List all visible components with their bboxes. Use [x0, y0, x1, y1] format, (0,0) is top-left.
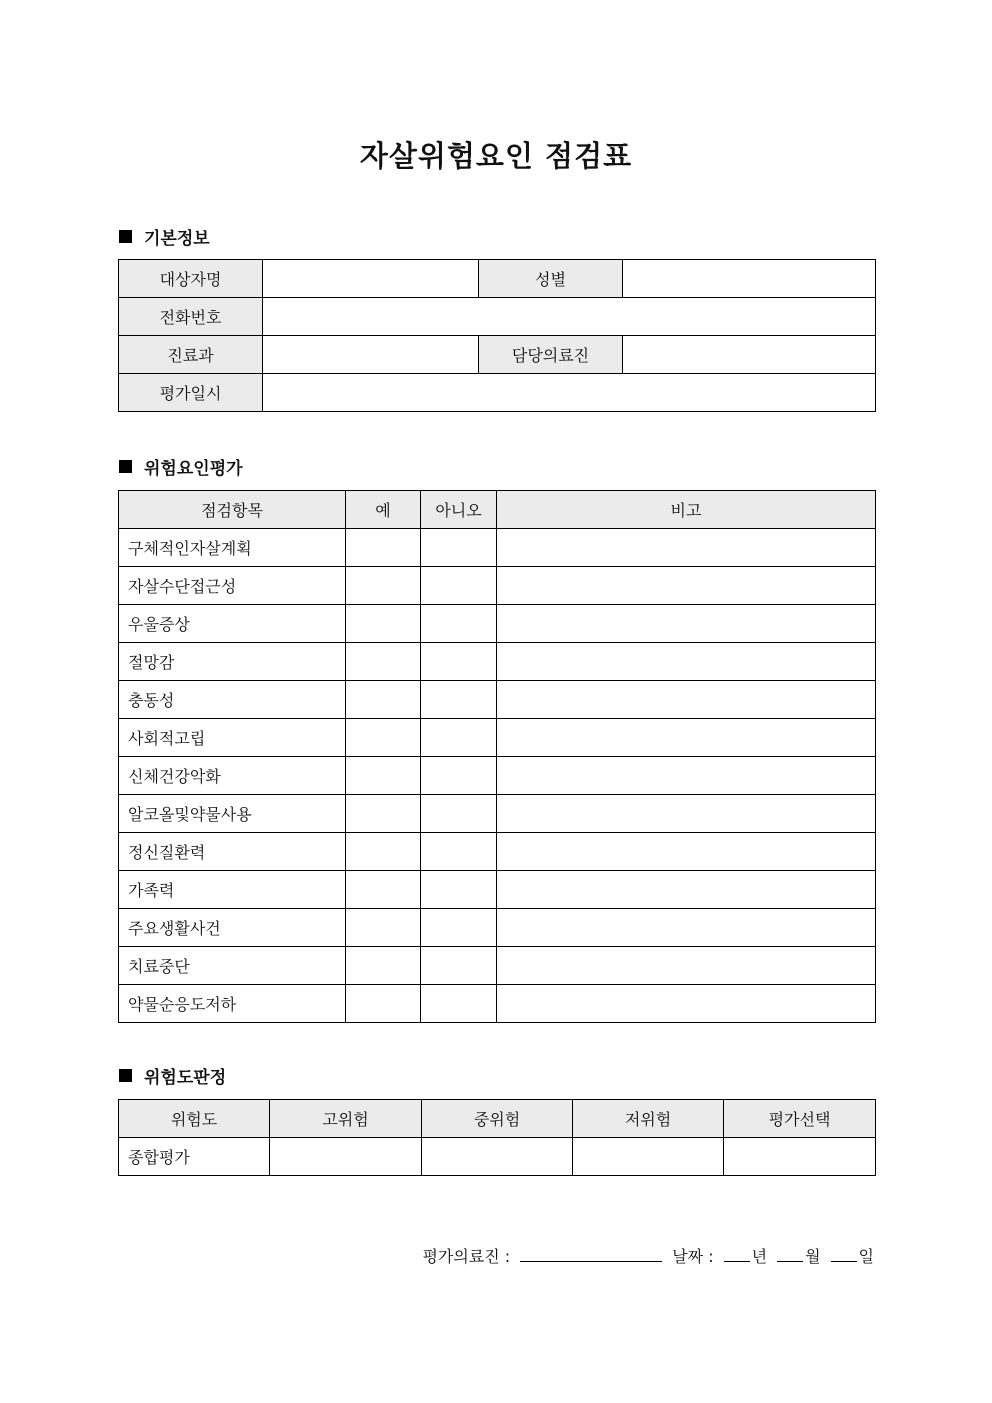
no-checkbox-cell[interactable]	[421, 795, 497, 833]
table-row	[119, 909, 876, 947]
no-checkbox-cell[interactable]	[421, 909, 497, 947]
month-label: 월	[805, 1247, 821, 1266]
yes-checkbox-cell[interactable]	[346, 909, 421, 947]
remarks-field[interactable]	[497, 909, 876, 947]
section-heading-risk-factors	[119, 454, 243, 479]
overall-assessment-label: 종합평가	[119, 1138, 270, 1176]
square-bullet-icon	[119, 1069, 132, 1082]
name-field[interactable]	[263, 260, 479, 298]
no-checkbox-cell[interactable]	[421, 567, 497, 605]
field-label-physician: 담당의료진	[479, 336, 623, 374]
column-header-risk-level: 위험도	[119, 1100, 270, 1138]
remarks-field[interactable]	[497, 757, 876, 795]
column-header-high-risk: 고위험	[270, 1100, 422, 1138]
yes-checkbox-cell[interactable]	[346, 871, 421, 909]
page-title: 자살위험요인 점검표	[359, 139, 633, 173]
column-header-yes: 예	[346, 491, 421, 529]
phone-field[interactable]	[263, 298, 876, 336]
yes-checkbox-cell[interactable]	[346, 719, 421, 757]
remarks-field[interactable]	[497, 719, 876, 757]
section-heading-label: 위험도판정	[144, 1068, 227, 1088]
table-row	[119, 605, 876, 643]
table-row	[119, 833, 876, 871]
evaluator-signature-line[interactable]	[520, 1245, 662, 1262]
table-row	[119, 985, 876, 1023]
yes-checkbox-cell[interactable]	[346, 529, 421, 567]
section-heading-label: 기본정보	[144, 229, 210, 249]
remarks-field[interactable]	[497, 871, 876, 909]
remarks-field[interactable]	[497, 947, 876, 985]
low-risk-cell[interactable]	[573, 1138, 724, 1176]
yes-checkbox-cell[interactable]	[346, 795, 421, 833]
field-label-name: 대상자명	[119, 260, 263, 298]
square-bullet-icon	[119, 460, 132, 473]
table-row	[119, 336, 876, 374]
table-row	[119, 795, 876, 833]
date-label: 날짜 :	[672, 1247, 714, 1266]
remarks-field[interactable]	[497, 681, 876, 719]
no-checkbox-cell[interactable]	[421, 681, 497, 719]
yes-checkbox-cell[interactable]	[346, 605, 421, 643]
square-bullet-icon	[119, 230, 132, 243]
day-blank[interactable]	[831, 1245, 857, 1262]
table-row	[119, 374, 876, 412]
field-label-phone: 전화번호	[119, 298, 263, 336]
evaluator-label: 평가의료진 :	[422, 1247, 511, 1266]
field-label-eval-datetime: 평가일시	[119, 374, 263, 412]
table-row	[119, 1138, 876, 1176]
no-checkbox-cell[interactable]	[421, 757, 497, 795]
basic-info-table	[118, 259, 876, 412]
risk-factors-table	[118, 490, 876, 1023]
yes-checkbox-cell[interactable]	[346, 757, 421, 795]
table-row	[119, 681, 876, 719]
column-header-medium-risk: 중위험	[422, 1100, 573, 1138]
month-blank[interactable]	[777, 1245, 803, 1262]
remarks-field[interactable]	[497, 605, 876, 643]
risk-factor-label: 사회적고립	[119, 719, 346, 757]
gender-field[interactable]	[623, 260, 876, 298]
physician-field[interactable]	[623, 336, 876, 374]
column-header-remarks: 비고	[497, 491, 876, 529]
remarks-field[interactable]	[497, 567, 876, 605]
field-label-gender: 성별	[479, 260, 623, 298]
yes-checkbox-cell[interactable]	[346, 681, 421, 719]
remarks-field[interactable]	[497, 795, 876, 833]
remarks-field[interactable]	[497, 529, 876, 567]
table-row	[119, 719, 876, 757]
risk-factor-label: 신체건강악화	[119, 757, 346, 795]
section-heading-label: 위험요인평가	[144, 459, 243, 479]
risk-factor-label: 알코올및약물사용	[119, 795, 346, 833]
column-header-item: 점검항목	[119, 491, 346, 529]
department-field[interactable]	[263, 336, 479, 374]
table-row	[119, 871, 876, 909]
no-checkbox-cell[interactable]	[421, 605, 497, 643]
table-row	[119, 567, 876, 605]
year-blank[interactable]	[724, 1245, 750, 1262]
high-risk-cell[interactable]	[270, 1138, 422, 1176]
column-header-no: 아니오	[421, 491, 497, 529]
yes-checkbox-cell[interactable]	[346, 643, 421, 681]
remarks-field[interactable]	[497, 643, 876, 681]
no-checkbox-cell[interactable]	[421, 719, 497, 757]
table-row	[119, 529, 876, 567]
risk-factor-label: 약물순응도저하	[119, 985, 346, 1023]
table-row	[119, 947, 876, 985]
yes-checkbox-cell[interactable]	[346, 833, 421, 871]
day-label: 일	[858, 1247, 874, 1266]
year-label: 년	[751, 1247, 768, 1266]
no-checkbox-cell[interactable]	[421, 643, 497, 681]
risk-factor-label: 우울증상	[119, 605, 346, 643]
table-header-row	[119, 1100, 876, 1138]
risk-level-table	[118, 1099, 876, 1176]
section-heading-risk-level	[119, 1063, 226, 1088]
risk-factor-label: 가족력	[119, 871, 346, 909]
no-checkbox-cell[interactable]	[421, 947, 497, 985]
no-checkbox-cell[interactable]	[421, 833, 497, 871]
column-header-selection: 평가선택	[724, 1100, 876, 1138]
eval-datetime-field[interactable]	[263, 374, 876, 412]
section-heading-basic-info	[119, 224, 210, 249]
remarks-field[interactable]	[497, 985, 876, 1023]
column-header-low-risk: 저위험	[573, 1100, 724, 1138]
risk-factor-label: 정신질환력	[119, 833, 346, 871]
risk-factor-label: 치료중단	[119, 947, 346, 985]
field-label-department: 진료과	[119, 336, 263, 374]
table-row	[119, 260, 876, 298]
risk-factor-label: 충동성	[119, 681, 346, 719]
table-row	[119, 298, 876, 336]
yes-checkbox-cell[interactable]	[346, 985, 421, 1023]
table-row	[119, 643, 876, 681]
risk-factor-label: 절망감	[119, 643, 346, 681]
yes-checkbox-cell[interactable]	[346, 567, 421, 605]
no-checkbox-cell[interactable]	[421, 985, 497, 1023]
medium-risk-cell[interactable]	[422, 1138, 573, 1176]
yes-checkbox-cell[interactable]	[346, 947, 421, 985]
no-checkbox-cell[interactable]	[421, 871, 497, 909]
remarks-field[interactable]	[497, 833, 876, 871]
table-header-row	[119, 491, 876, 529]
table-row	[119, 757, 876, 795]
signature-footer	[422, 1244, 874, 1267]
risk-factor-label: 구체적인자살계획	[119, 529, 346, 567]
risk-factor-label: 주요생활사건	[119, 909, 346, 947]
no-checkbox-cell[interactable]	[421, 529, 497, 567]
risk-factor-label: 자살수단접근성	[119, 567, 346, 605]
selection-cell[interactable]	[724, 1138, 876, 1176]
